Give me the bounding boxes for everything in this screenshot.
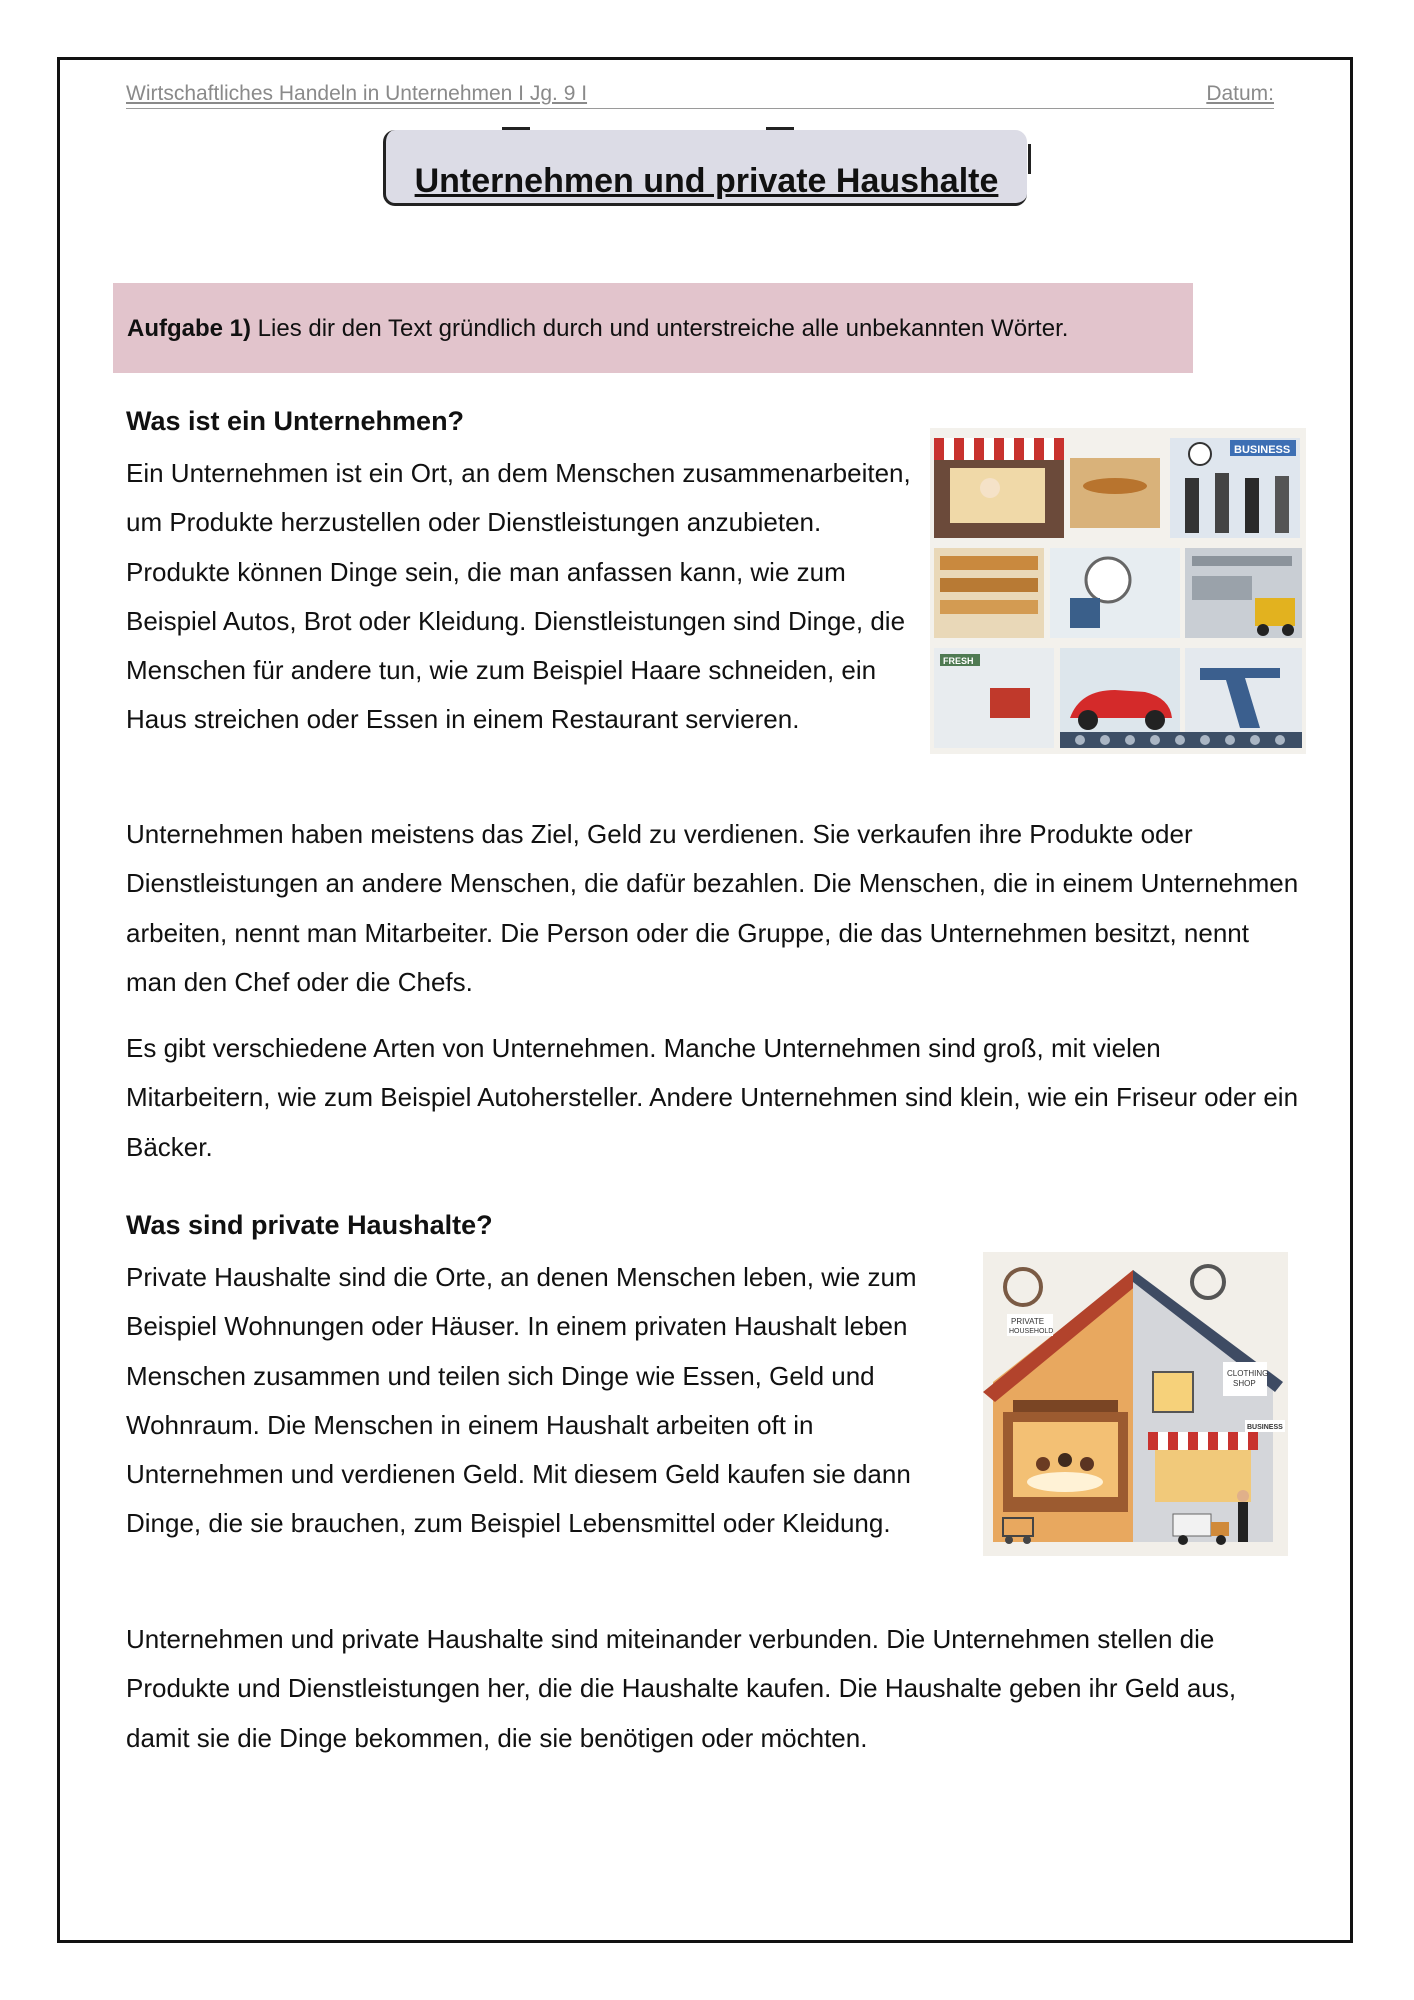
title-box	[383, 130, 1027, 206]
section-heading-haushalte: Was sind private Haushalte?	[126, 1210, 493, 1240]
page-header	[126, 82, 1274, 109]
title-box-decoration	[502, 127, 530, 130]
svg-text:BUSINESS: BUSINESS	[1247, 1424, 1283, 1431]
shop-awning-icon	[1148, 1432, 1258, 1450]
svg-text:BUSINESS: BUSINESS	[1234, 444, 1291, 456]
title-box-decoration	[766, 127, 794, 130]
svg-text:CLOTHING: CLOTHING	[1227, 1369, 1269, 1378]
paragraph: Unternehmen und private Haushalte sind miteinander verbunden. Die Unternehmen stellen die Produkte und Dienstleistungen her, die die Haushalte kaufen. Die Haushalte geben ihr Geld aus, damit sie die Dinge bekommen, die sie benötigen oder möchten.	[126, 1624, 1237, 1753]
paragraph: Ein Unternehmen ist ein Ort, an dem Menschen zusammenarbeiten, um Produkte herzustellen oder Dienstleistungen anzubieten. Produkte können Dinge sein, die man anfassen kann, wie zum Beispiel Autos, Brot oder Kleidung. Dienstleistungen sind Dinge, die Menschen für andere tun, wie zum Beispiel Haare schneiden, ein Haus streichen oder Essen in einem Restaurant servieren.	[126, 458, 911, 735]
awning-icon	[934, 438, 1064, 460]
page-title: Unternehmen und private Haushalte	[414, 162, 999, 200]
section-heading-unternehmen: Was ist ein Unternehmen?	[126, 406, 465, 436]
household-and-shop-image	[983, 1252, 1288, 1556]
task-text: Lies dir den Text gründlich durch und unterstreiche alle unbekannten Wörter.	[251, 315, 1069, 342]
business-collage-image	[930, 428, 1306, 754]
title-box-decoration	[1028, 144, 1031, 174]
task-box	[113, 283, 1193, 373]
paragraph: Unternehmen haben meistens das Ziel, Geld zu verdienen. Sie verkaufen ihre Produkte oder Dienstleistungen an andere Menschen, die dafür bezahlen. Die Menschen, die in einem Unternehmen arbeiten, nennt man Mitarbeiter. Die Person oder die Gruppe, die das Unternehmen besitzt, nennt man den Chef oder die Chefs.	[126, 819, 1299, 997]
paragraph: Es gibt verschiedene Arten von Unternehmen. Manche Unternehmen sind groß, mit vielen Mitarbeitern, wie zum Beispiel Autohersteller. Andere Unternehmen sind klein, wie ein Friseur oder ein Bäcker.	[126, 1033, 1299, 1162]
svg-text:PRIVATE: PRIVATE	[1011, 1317, 1045, 1326]
svg-text:HOUSEHOLD: HOUSEHOLD	[1009, 1328, 1054, 1335]
svg-text:SHOP: SHOP	[1233, 1379, 1256, 1388]
course-label: Wirtschaftliches Handeln in Unternehmen I Jg. 9 I	[126, 82, 588, 105]
date-label: Datum:	[1206, 82, 1274, 105]
paragraph: Private Haushalte sind die Orte, an denen Menschen leben, wie zum Beispiel Wohnungen oder Häuser. In einem privaten Haushalt leben Menschen zusammen und teilen sich Dinge wie Essen, Geld und Wohnraum. Die Menschen in einem Haushalt arbeiten oft in Unternehmen und verdienen Geld. Mit diesem Geld kaufen sie dann Dinge, die sie brauchen, zum Beispiel Lebensmittel oder Kleidung.	[126, 1262, 917, 1539]
svg-text:FRESH: FRESH	[943, 656, 974, 666]
task-label: Aufgabe 1)	[127, 315, 252, 342]
